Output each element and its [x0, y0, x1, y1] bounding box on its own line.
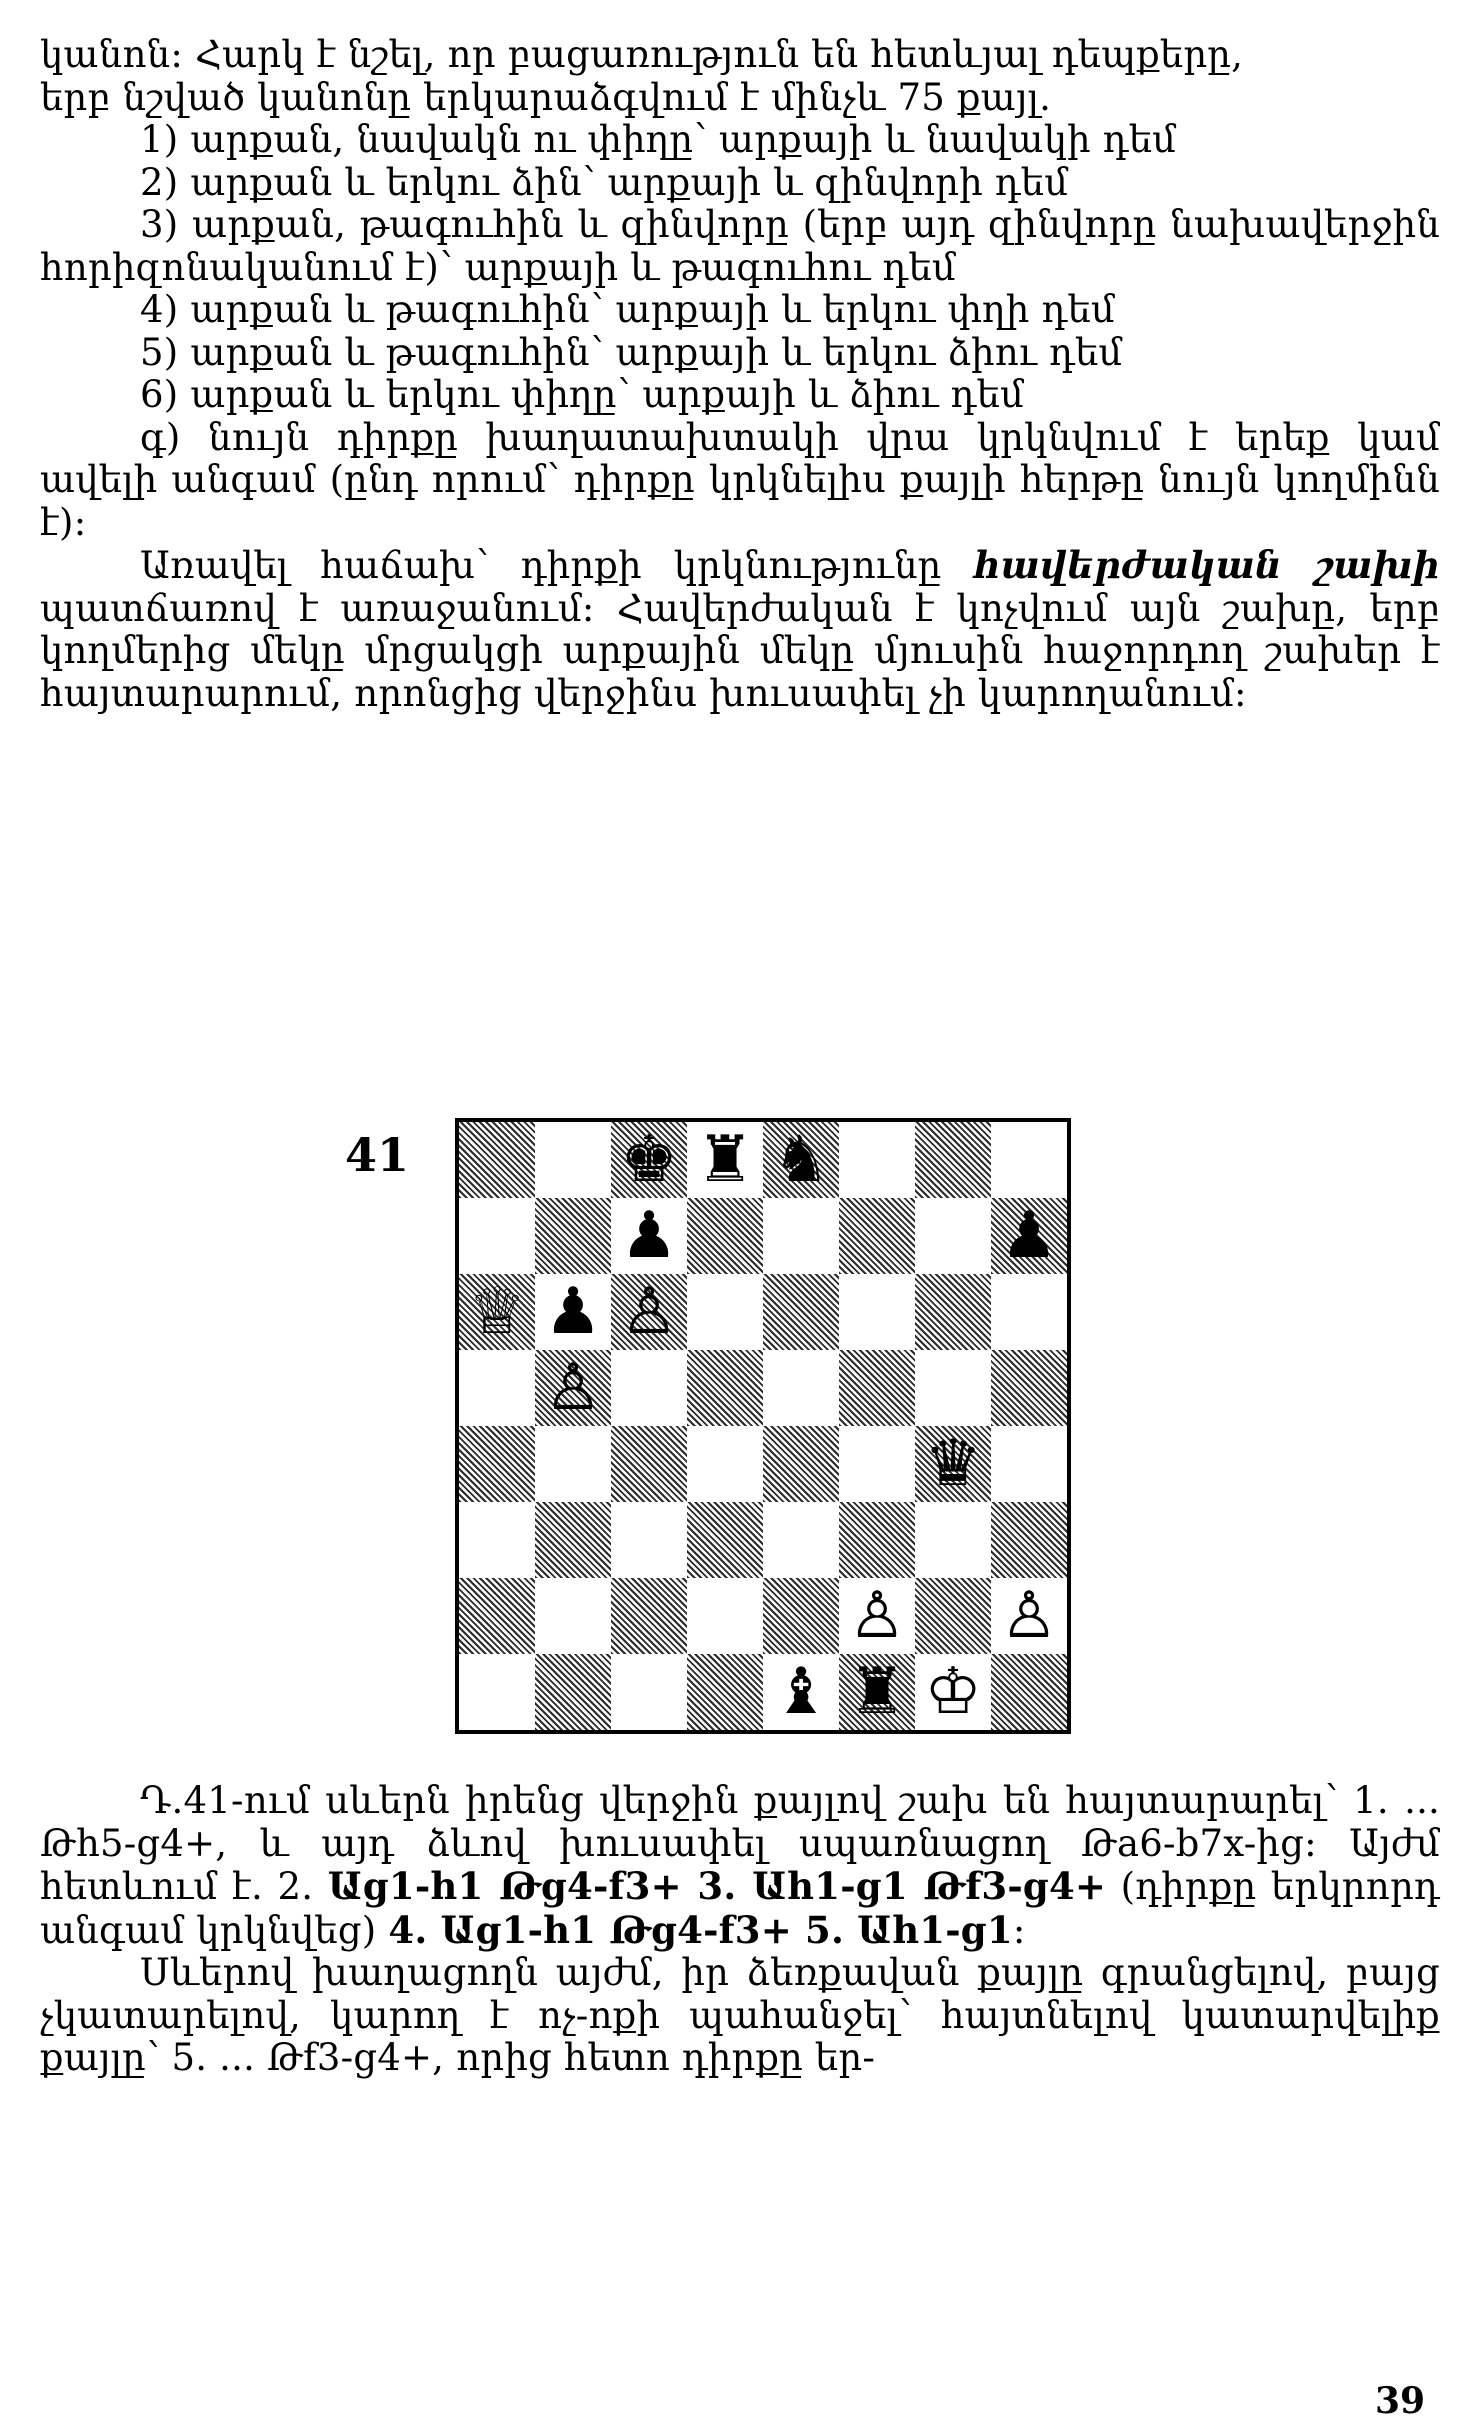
square-c2 [611, 1578, 687, 1654]
square-f1 [839, 1654, 915, 1730]
text-line: կանոն։ Հարկ է նշել, որ բացառություն են հետևյալ դեպքերը, [40, 33, 1244, 76]
square-g5 [915, 1350, 991, 1426]
square-a3 [459, 1502, 535, 1578]
square-c8 [611, 1122, 687, 1198]
square-h2 [991, 1578, 1067, 1654]
text-block-top [40, 34, 1440, 715]
square-g4 [915, 1426, 991, 1502]
square-h5 [991, 1350, 1067, 1426]
paragraph-text: պատճառով է առաջանում։ Հավերժական է կոչվում այն շախը, երբ կողմերից մեկը մրցակցի արքային մեկը մյուսին հաջորդող շախեր է հայտարարում, որոնցից վերջինս խուսափել չի կարողանում։ [40, 586, 1440, 715]
paragraph-game-moves [40, 1780, 1440, 1952]
square-e8 [763, 1122, 839, 1198]
square-a8 [459, 1122, 535, 1198]
square-g3 [915, 1502, 991, 1578]
chess-piece-d8: ♜ [696, 1123, 754, 1197]
square-g6 [915, 1274, 991, 1350]
chess-piece-e1: ♝ [772, 1655, 830, 1729]
square-f6 [839, 1274, 915, 1350]
square-a6 [459, 1274, 535, 1350]
paragraph-text: Առավել հաճախ՝ դիրքի կրկնությունը [140, 544, 974, 587]
list-item: 5) արքան և թագուհին՝ արքայի և երկու ձիու դեմ [140, 330, 1123, 374]
list-item: 1) արքան, նավակն ու փիղը՝ արքայի և նավակի դեմ [140, 118, 1177, 161]
square-b3 [535, 1502, 611, 1578]
square-h4 [991, 1426, 1067, 1502]
diagram-number: 41 [345, 1128, 410, 1182]
square-c4 [611, 1426, 687, 1502]
move-sequence: Աg1-h1 Թg4-f3+ 3. Աh1-g1 Թf3-g4+ [327, 1864, 1107, 1908]
square-f2 [839, 1578, 915, 1654]
square-e6 [763, 1274, 839, 1350]
square-a7 [459, 1198, 535, 1274]
chess-piece-f2: ♙ [848, 1579, 906, 1653]
chess-piece-g1: ♔ [924, 1655, 982, 1729]
square-h1 [991, 1654, 1067, 1730]
list-item-text: 3) արքան, թագուհին և զինվորը (երբ այդ զինվորը նախավերջին հորիզոնականում է)՝ արքայի և թագուհու դեմ [40, 203, 1440, 289]
list-item [40, 204, 1440, 289]
emphasis-term: հավերժական շախի [973, 543, 1440, 587]
square-d8 [687, 1122, 763, 1198]
square-g2 [915, 1578, 991, 1654]
square-e3 [763, 1502, 839, 1578]
square-c6 [611, 1274, 687, 1350]
chess-piece-c8: ♚ [620, 1123, 678, 1197]
square-h7 [991, 1198, 1067, 1274]
chess-piece-h7: ♟ [1000, 1199, 1058, 1273]
square-b4 [535, 1426, 611, 1502]
chess-piece-f1: ♜ [848, 1655, 906, 1729]
chess-piece-h2: ♙ [1000, 1579, 1058, 1653]
square-d5 [687, 1350, 763, 1426]
square-e2 [763, 1578, 839, 1654]
page-number: 39 [1375, 2380, 1426, 2422]
square-c1 [611, 1654, 687, 1730]
square-f4 [839, 1426, 915, 1502]
square-b7 [535, 1198, 611, 1274]
chess-piece-c6: ♙ [620, 1275, 678, 1349]
square-e7 [763, 1198, 839, 1274]
square-a1 [459, 1654, 535, 1730]
square-f3 [839, 1502, 915, 1578]
chess-board [455, 1118, 1071, 1734]
square-f7 [839, 1198, 915, 1274]
square-a5 [459, 1350, 535, 1426]
square-a4 [459, 1426, 535, 1502]
square-c5 [611, 1350, 687, 1426]
chess-piece-b6: ♟ [544, 1275, 602, 1349]
square-h3 [991, 1502, 1067, 1578]
square-d6 [687, 1274, 763, 1350]
square-g1 [915, 1654, 991, 1730]
square-e1 [763, 1654, 839, 1730]
square-d2 [687, 1578, 763, 1654]
chess-piece-b5: ♙ [544, 1351, 602, 1425]
square-b6 [535, 1274, 611, 1350]
square-d4 [687, 1426, 763, 1502]
square-d7 [687, 1198, 763, 1274]
paragraph-perpetual-check [40, 544, 1440, 715]
square-b1 [535, 1654, 611, 1730]
square-b8 [535, 1122, 611, 1198]
square-e5 [763, 1350, 839, 1426]
square-f5 [839, 1350, 915, 1426]
list-item: 6) արքան և երկու փիղը՝ արքայի և ձիու դեմ [140, 373, 1025, 416]
square-c7 [611, 1198, 687, 1274]
chess-piece-c7: ♟ [620, 1199, 678, 1273]
square-a2 [459, 1578, 535, 1654]
square-h6 [991, 1274, 1067, 1350]
chess-piece-g4: ♛ [924, 1427, 982, 1501]
chess-piece-a6: ♕ [468, 1275, 526, 1349]
square-d1 [687, 1654, 763, 1730]
paragraph-text: (դիրքը երկրորդ անգամ կրկնվեց) [40, 1865, 1440, 1952]
chess-piece-e8: ♞ [772, 1123, 830, 1197]
square-c3 [611, 1502, 687, 1578]
paragraph-text: Դ.41-ում սևերն իրենց վերջին քայլով շախ են հայտարարել՝ 1. ... Թh5-g4+, և այդ ձևով խուսափել սպառնացող Թa6-b7x-ից։ Այժմ հետևում է. 2. [40, 1779, 1440, 1908]
square-b5 [535, 1350, 611, 1426]
square-h8 [991, 1122, 1067, 1198]
square-d3 [687, 1502, 763, 1578]
square-e4 [763, 1426, 839, 1502]
paragraph-draw-claim: Սևերով խաղացողն այժմ, իր ձեռքավան քայլը գրանցելով, բայց չկատարելով, կարող է ոչ-ոքի պահանջել՝ հայտնելով կատարվելիք քայլը՝ 5. ... Թf3-g4+, որից հետո դիրքը եր- [40, 1951, 1440, 2079]
text-block-bottom [40, 1780, 1440, 2080]
move-sequence: 4. Աg1-h1 Թg4-f3+ 5. Աh1-g1։ [388, 1907, 1026, 1952]
square-g7 [915, 1198, 991, 1274]
text-line: երբ նշված կանոնը երկարաձգվում է մինչև 75 քայլ. [40, 75, 1052, 119]
square-b2 [535, 1578, 611, 1654]
paragraph-g: գ) նույն դիրքը խաղատախտակի վրա կրկնվում է երեք կամ ավելի անգամ (ընդ որում՝ դիրքը կրկնելիս քայլի հերթը նույն կողմինն է)։ [40, 415, 1440, 544]
list-item: 4) արքան և թագուհին՝ արքայի և երկու փղի դեմ [140, 288, 1115, 331]
square-g8 [915, 1122, 991, 1198]
list-item: 2) արքան և երկու ձին՝ արքայի և զինվորի դեմ [140, 160, 1069, 204]
square-f8 [839, 1122, 915, 1198]
